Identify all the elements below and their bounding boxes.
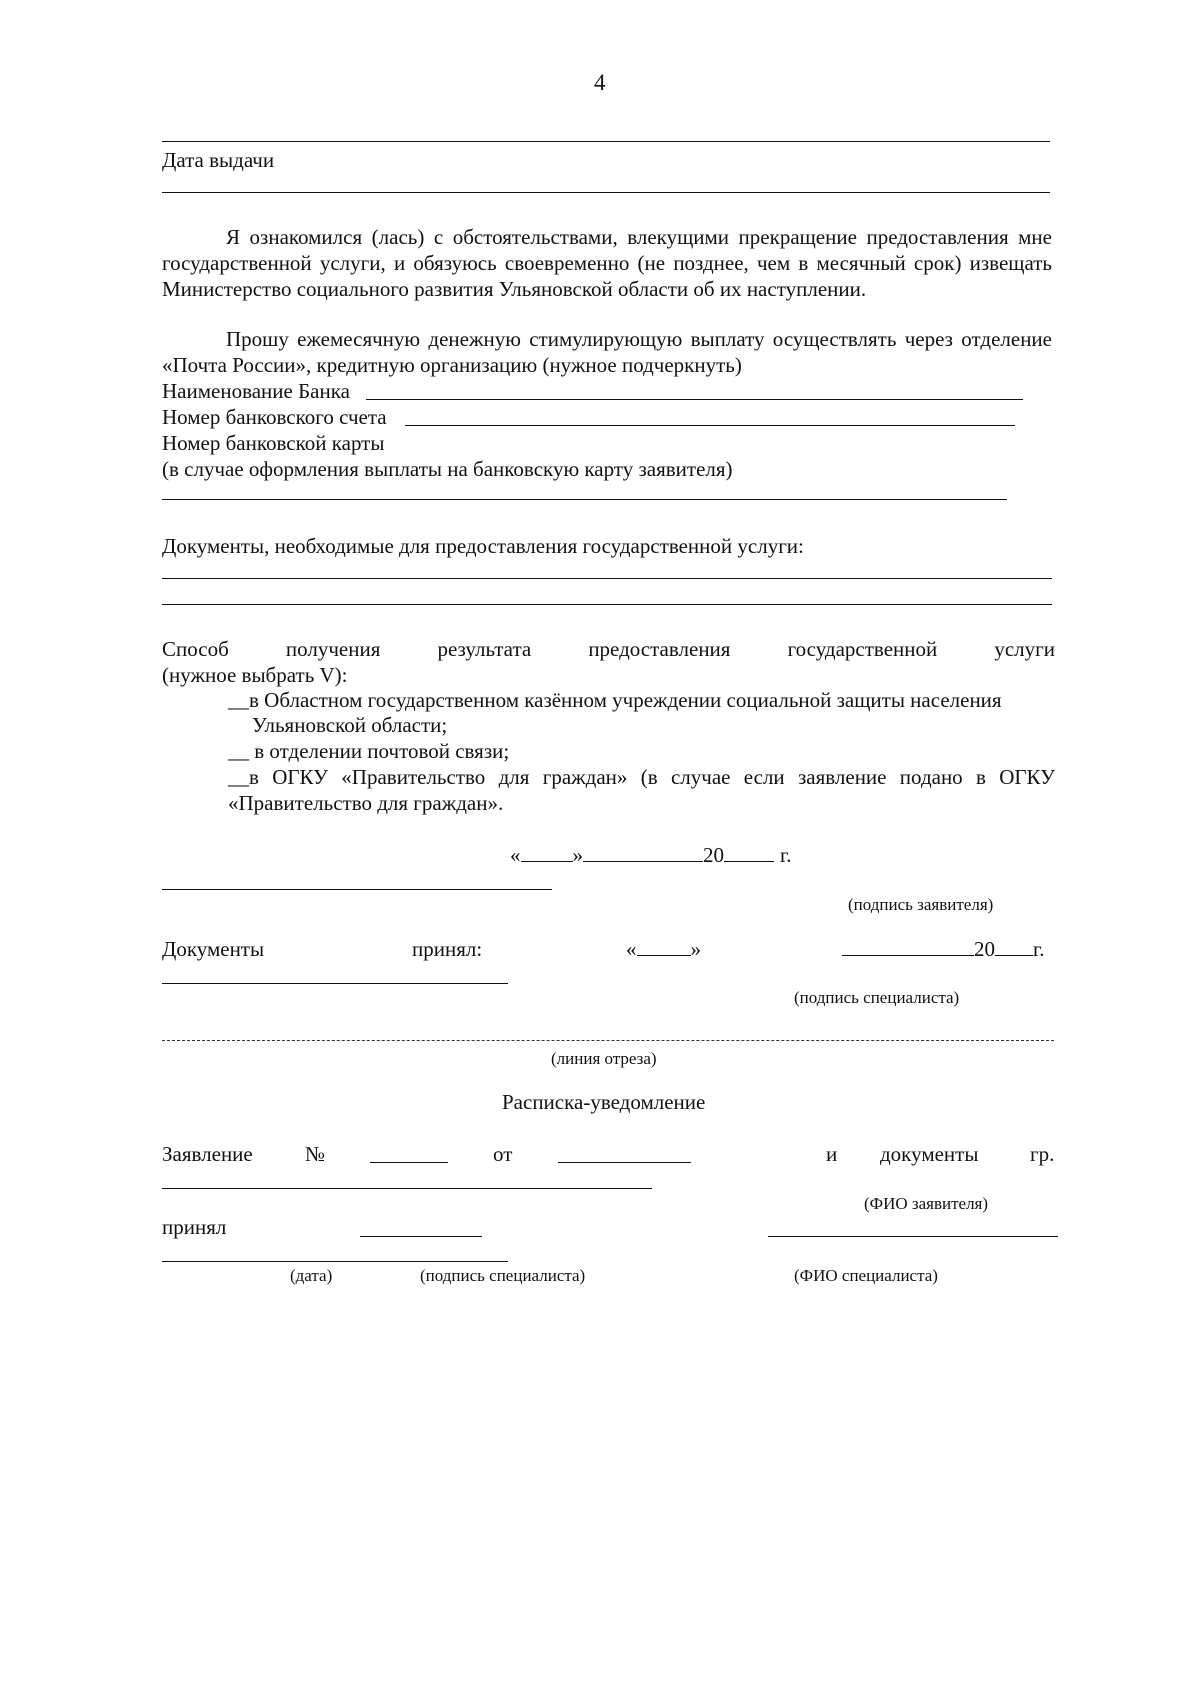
accepted-month-field[interactable] <box>842 937 974 956</box>
accepted-date-year[interactable] <box>842 936 1045 962</box>
receipt-number-sign: № <box>305 1142 326 1166</box>
receipt-applicant-name-caption: (ФИО заявителя) <box>864 1194 989 1213</box>
card-number-label: Номер банковской карты <box>162 431 385 455</box>
method-heading <box>162 636 1055 662</box>
receipt-application-label: Заявление <box>162 1142 253 1166</box>
method-hint: (нужное выбрать V): <box>162 663 348 687</box>
option-checkbox-blank[interactable]: __ <box>228 765 249 789</box>
year-prefix: 20 <box>703 843 724 867</box>
option-label: в отделении почтовой связи; <box>249 739 510 763</box>
accepted-date-day[interactable] <box>626 936 701 962</box>
option-social-protection[interactable] <box>228 687 1002 713</box>
receipt-accepted-date-field[interactable] <box>360 1236 482 1237</box>
method-word: получения <box>285 637 381 661</box>
issue-date-line[interactable] <box>162 192 1050 193</box>
option-social-protection-line2: Ульяновской области; <box>252 713 448 737</box>
method-word: результата <box>437 637 532 661</box>
cut-line-caption: (линия отреза) <box>551 1049 657 1068</box>
documents-label: Документы, необходимые для предоставления государственной услуги: <box>162 534 804 558</box>
receipt-title: Расписка-уведомление <box>502 1090 706 1114</box>
application-date[interactable] <box>510 842 792 868</box>
receipt-specialist-name-field[interactable] <box>768 1236 1058 1237</box>
account-number-field[interactable] <box>405 425 1015 426</box>
accepted-year-field[interactable] <box>995 937 1033 956</box>
bank-name-field[interactable] <box>366 399 1023 400</box>
receipt-date-field[interactable] <box>558 1162 691 1163</box>
year-prefix: 20 <box>974 937 995 961</box>
applicant-signature-caption: (подпись заявителя) <box>848 895 994 914</box>
receipt-from-label: от <box>493 1142 513 1166</box>
accepted-label-accepted: принял: <box>412 937 483 961</box>
receipt-and-label: и <box>826 1142 838 1166</box>
receipt-applicant-name-field[interactable] <box>162 1188 652 1189</box>
specialist-signature-field[interactable] <box>162 983 508 984</box>
receipt-documents-label: документы <box>880 1142 979 1166</box>
bank-name-label: Наименование Банка <box>162 379 350 403</box>
year-suffix: г. <box>780 843 792 867</box>
day-field[interactable] <box>521 843 573 862</box>
issue-date-label: Дата выдачи <box>162 148 275 172</box>
option-label: в ОГКУ «Правительство для граждан» (в случае если заявление подано в ОГКУ <box>249 765 1055 789</box>
cut-line <box>162 1040 1054 1041</box>
receipt-citizen-abbr: гр. <box>1030 1142 1055 1166</box>
specialist-signature-caption: (подпись специалиста) <box>794 988 960 1007</box>
accepted-label-documents: Документы <box>162 937 265 961</box>
applicant-signature-field[interactable] <box>162 889 552 890</box>
option-ogku[interactable] <box>228 764 1055 790</box>
option-post-office[interactable] <box>228 738 509 764</box>
option-checkbox-blank[interactable]: __ <box>228 739 249 763</box>
receipt-specialist-name-caption: (ФИО специалиста) <box>794 1266 938 1285</box>
documents-field-line-2[interactable] <box>162 604 1052 605</box>
account-number-label: Номер банковского счета <box>162 405 387 429</box>
documents-field-line-1[interactable] <box>162 578 1052 579</box>
method-word: Способ <box>162 637 229 661</box>
receipt-number-field[interactable] <box>370 1162 448 1163</box>
method-word: государственной <box>787 637 938 661</box>
year-field[interactable] <box>724 843 774 862</box>
option-checkbox-blank[interactable]: __ <box>228 688 249 712</box>
payment-paragraph: Прошу ежемесячную денежную стимулирующую выплату осуществлять через отделение «Почта России», кредитную организацию (нужное подчеркнуть) <box>162 327 1052 377</box>
accepted-day-field[interactable] <box>637 937 691 956</box>
year-suffix: г. <box>1033 937 1045 961</box>
card-number-field[interactable] <box>162 499 1007 500</box>
receipt-accepted-label: принял <box>162 1215 227 1239</box>
receipt-signature-caption: (подпись специалиста) <box>420 1266 586 1285</box>
issue-field-line-top <box>162 141 1050 142</box>
receipt-signature-field[interactable] <box>162 1261 508 1262</box>
receipt-date-caption: (дата) <box>290 1266 333 1285</box>
option-label: в Областном государственном казённом учреждении социальной защиты населения <box>249 688 1002 712</box>
card-number-note: (в случае оформления выплаты на банковскую карту заявителя) <box>162 457 733 481</box>
close-quote: » <box>690 937 701 961</box>
open-quote: « <box>510 843 521 867</box>
month-field[interactable] <box>583 843 703 862</box>
close-quote: » <box>572 843 583 867</box>
acknowledgement-paragraph: Я ознакомился (лась) с обстоятельствами, влекущими прекращение предоставления мне государственной услуги, и обязуюсь своевременно (не позднее, чем в месячный срок) извещать Министерство социального развития Ульяновской области об их наступлении. <box>162 225 1052 301</box>
open-quote: « <box>626 937 637 961</box>
method-word: услуги <box>994 637 1055 661</box>
page-number: 4 <box>594 70 606 95</box>
method-word: предоставления <box>588 637 731 661</box>
option-ogku-line2: «Правительство для граждан». <box>228 791 504 815</box>
